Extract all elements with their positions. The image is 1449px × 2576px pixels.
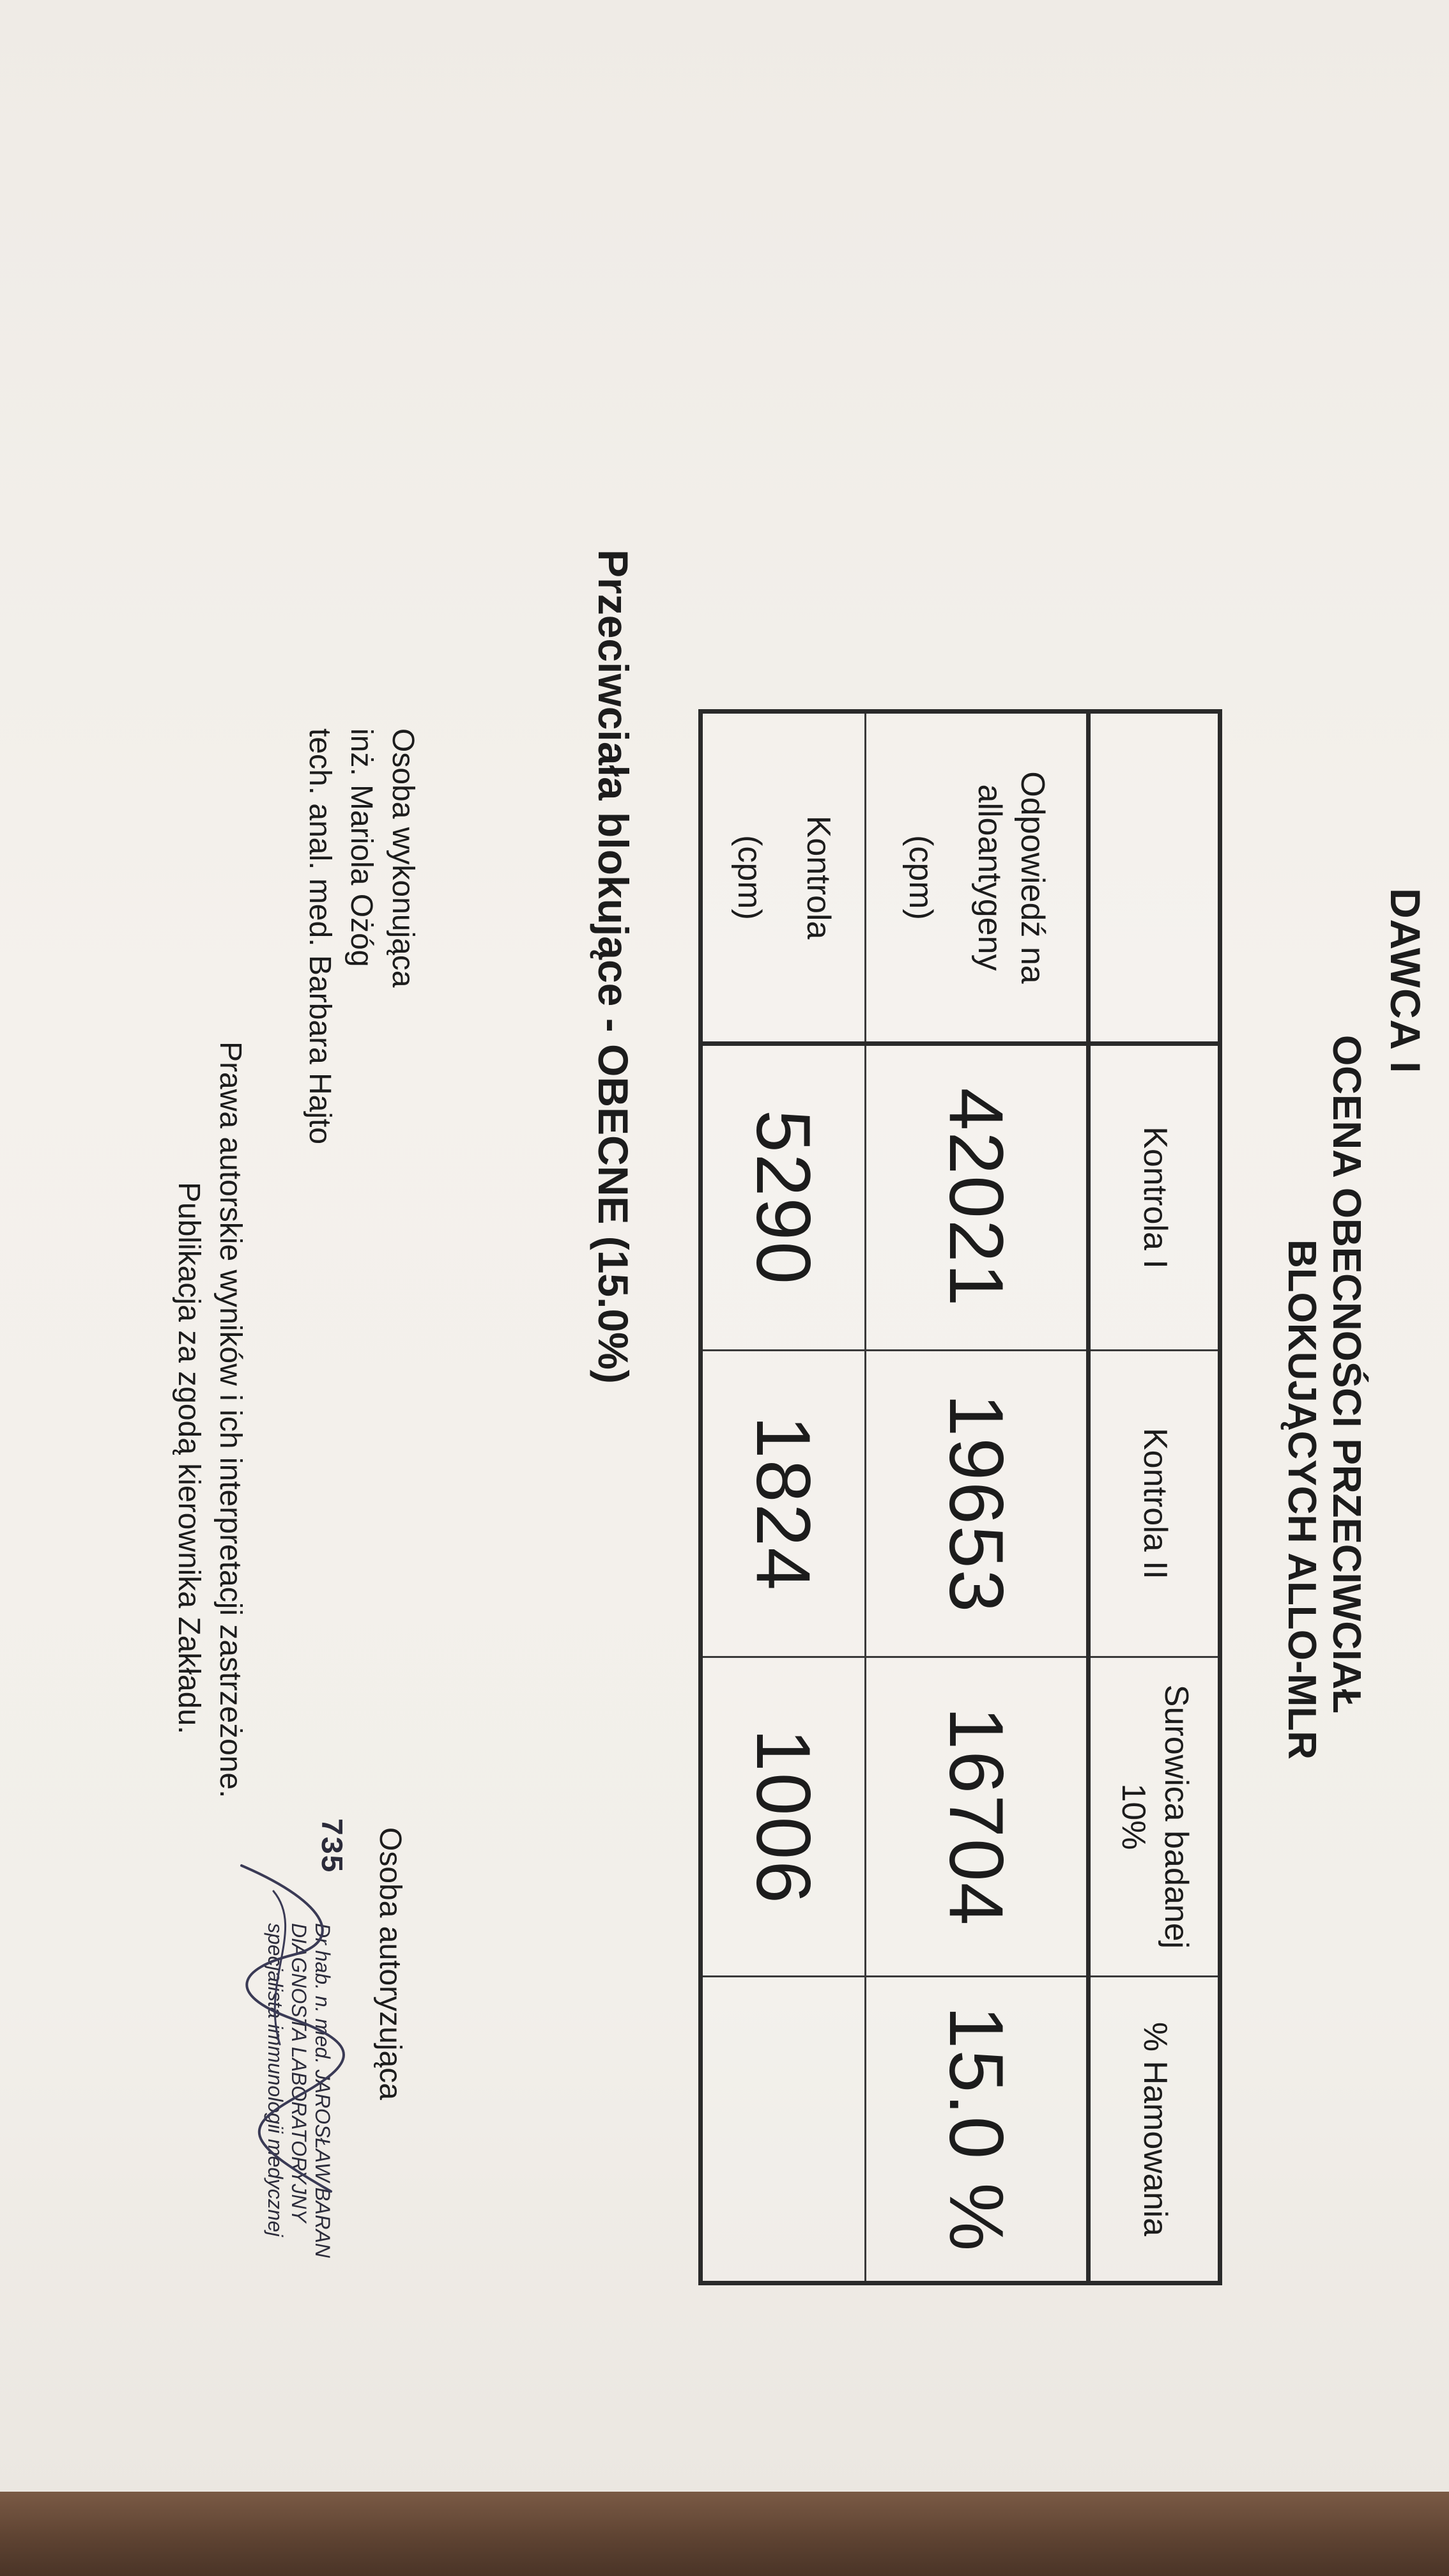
row-header-text: Odpowiedź na: [1014, 771, 1052, 984]
copyright-line-2: Publikacja za zgodą kierownika Zakładu.: [172, 1182, 206, 1735]
performer-label: Osoba wykonująca: [386, 728, 420, 988]
table-header-row: [1089, 712, 1220, 2283]
stamp-line-1: Dr hab. n. med. JAROSŁAW BARAN: [311, 1923, 334, 2258]
table-cell: 15.0 %: [865, 1977, 1089, 2283]
table-cell: 19653: [865, 1351, 1089, 1657]
table-cell: 1006: [701, 1657, 866, 1977]
table-cell: 42021: [865, 1044, 1089, 1351]
row-header-text: alloantygeny: [970, 784, 1008, 971]
row-header-unit: (cpm): [902, 835, 940, 920]
result-statement: Przeciwciała blokujące - OBECNE (15.0%): [590, 549, 637, 1384]
column-header-surowica: [1089, 1657, 1220, 1977]
donor-heading: DAWCA I: [1382, 888, 1429, 1074]
table-cell: 1824: [701, 1351, 866, 1657]
performer-name-1: inż. Mariola Ożóg: [344, 728, 378, 967]
stamp-number: 735: [312, 1818, 347, 1873]
row-header-text: Kontrola: [799, 815, 837, 940]
table-cell: [701, 1977, 866, 2283]
column-header-kontrola-1: [1089, 1044, 1220, 1351]
row-header-unit: (cpm): [731, 835, 769, 920]
row-header-control: [701, 712, 866, 1044]
column-header-label: Kontrola I: [1136, 1126, 1174, 1269]
results-table: [698, 709, 1222, 2285]
signature-mark: [210, 1853, 369, 2211]
document-title-line1: OCENA OBECNOŚCI PRZECIWCIAŁ: [1324, 1035, 1368, 1714]
corner-cell: [1089, 712, 1220, 1044]
column-header-label: Surowica badanej 10%: [1114, 1684, 1195, 1949]
row-header-response: [865, 712, 1089, 1044]
table-row: [865, 712, 1089, 2283]
copyright-line-1: Prawa autorskie wyników i ich interpretacji zastrzeżone.: [213, 1041, 247, 1798]
stamp-line-3: specjalista immunologii medycznej: [264, 1923, 287, 2237]
column-header-hamowania: [1089, 1977, 1220, 2283]
table-row: [701, 712, 866, 2283]
column-header-label: Kontrola II: [1136, 1427, 1174, 1580]
column-header-kontrola-2: [1089, 1351, 1220, 1657]
table-cell: 16704: [865, 1657, 1089, 1977]
document-title-line2: BLOKUJĄCYCH ALLO-MLR: [1280, 1239, 1324, 1759]
stamp-line-2: DIAGNOSTA LABORATORYJNY: [288, 1923, 310, 2223]
column-header-label: % Hamowania: [1136, 2021, 1174, 2237]
performer-name-2: tech. anal. med. Barbara Hajto: [303, 728, 337, 1145]
authorizer-label: Osoba autoryzująca: [373, 1827, 407, 2100]
table-cell: 5290: [701, 1044, 866, 1351]
